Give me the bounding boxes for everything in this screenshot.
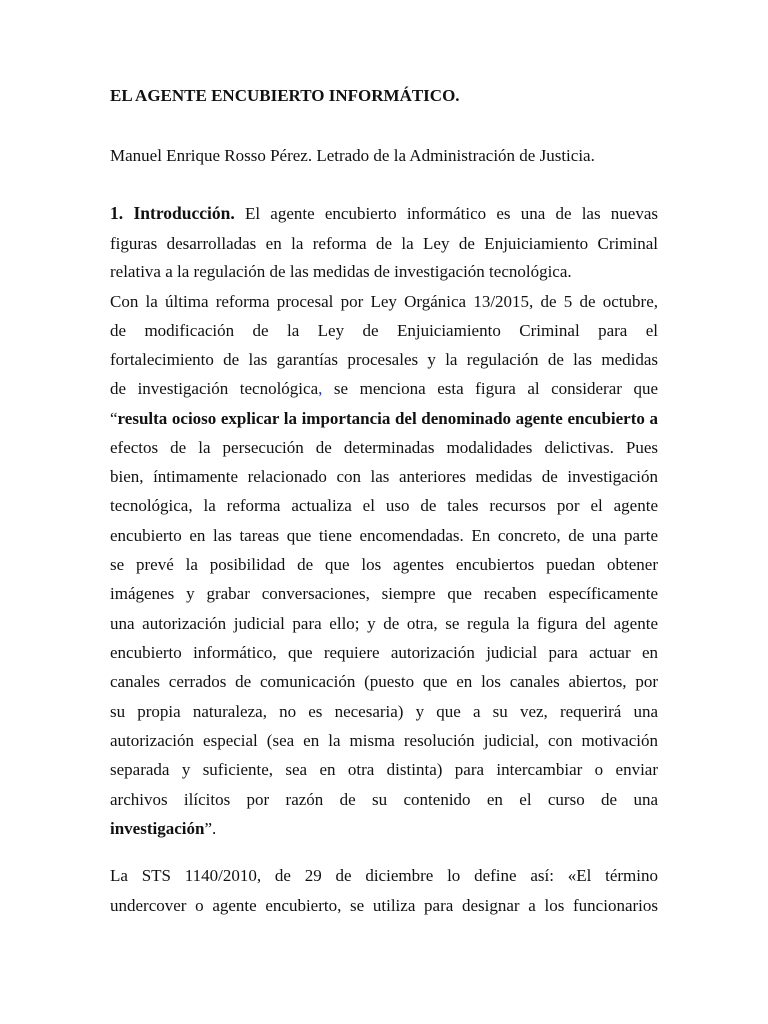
body-line: bien, íntimamente relacionado con las anteriores medidas de investigación: [110, 467, 658, 486]
body-text: de investigación tecnológica: [110, 379, 319, 398]
body-line: se prevé la posibilidad de que los agentes encubiertos puedan obtener: [110, 555, 658, 574]
body-line: fortalecimiento de las garantías procesales y la regulación de las medidas: [110, 350, 658, 369]
body-line: archivos ilícitos por razón de su contenido en el curso de una: [110, 790, 658, 809]
body-text: El agente encubierto informático es una de las nuevas: [234, 204, 659, 223]
section-heading: 1. Introducción.: [110, 203, 235, 223]
document-author: Manuel Enrique Rosso Pérez. Letrado de la Administración de Justicia.: [110, 146, 595, 165]
body-text: ”.: [204, 819, 217, 838]
body-line: undercover o agente encubierto, se utiliza para designar a los funcionarios: [110, 896, 658, 915]
body-line: figuras desarrolladas en la reforma de la Ley de Enjuiciamiento Criminal: [110, 234, 658, 253]
body-line: de modificación de la Ley de Enjuiciamiento Criminal para el: [110, 321, 658, 340]
body-text: se menciona esta figura al considerar que: [322, 379, 658, 398]
quote-mark: “: [110, 409, 118, 428]
body-line: separada y suficiente, sea en otra distinta) para intercambiar o enviar: [110, 760, 658, 779]
body-line: [110, 819, 658, 839]
body-line: relativa a la regulación de las medidas de investigación tecnológica.: [110, 262, 572, 281]
body-line: imágenes y grabar conversaciones, siempre que recaben específicamente: [110, 584, 658, 603]
body-line: Con la última reforma procesal por Ley Orgánica 13/2015, de 5 de octubre,: [110, 292, 658, 311]
body-line: [110, 203, 658, 223]
body-line: La STS 1140/2010, de 29 de diciembre lo define así: «El término: [110, 866, 658, 885]
body-line: encubierto en las tareas que tiene encomendadas. En concreto, de una parte: [110, 526, 658, 545]
document-title: EL AGENTE ENCUBIERTO INFORMÁTICO.: [110, 86, 460, 105]
body-line: encubierto informático, que requiere autorización judicial para actuar en: [110, 643, 658, 662]
body-line: autorización especial (sea en la misma resolución judicial, con motivación: [110, 731, 658, 750]
body-line: canales cerrados de comunicación (puesto que en los canales abiertos, por: [110, 672, 658, 691]
body-line: efectos de la persecución de determinadas modalidades delictivas. Pues: [110, 438, 658, 457]
body-line: [110, 379, 658, 399]
footnote-link[interactable]: ,: [318, 379, 323, 398]
body-line: tecnológica, la reforma actualiza el uso de tales recursos por el agente: [110, 496, 658, 515]
body-line: su propia naturaleza, no es necesaria) y que a su vez, requerirá una: [110, 702, 658, 721]
body-line: [110, 409, 658, 429]
quoted-bold-text: resulta ocioso explicar la importancia del denominado agente encubierto a: [117, 409, 658, 428]
quoted-bold-text: investigación: [110, 819, 205, 838]
body-line: una autorización judicial para ello; y de otra, se regula la figura del agente: [110, 614, 658, 633]
